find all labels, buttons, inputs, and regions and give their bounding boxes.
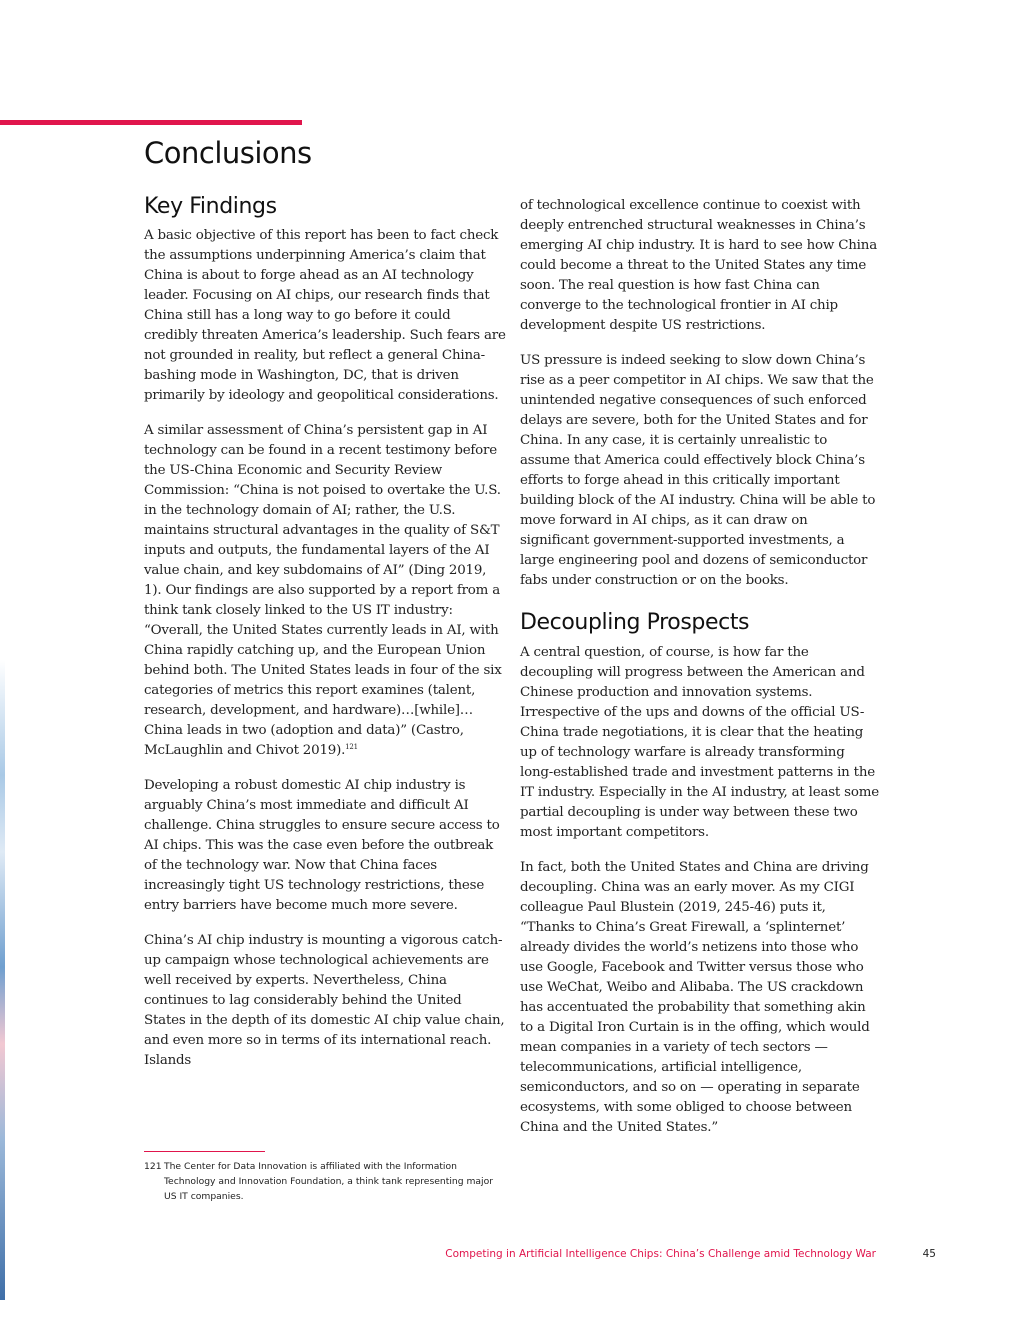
accent-rule xyxy=(0,120,302,125)
body-paragraph xyxy=(144,421,506,761)
key-findings-heading: Key Findings xyxy=(144,194,277,219)
body-paragraph: In fact, both the United States and China are driving decoupling. China was an early mover. As my CIGI colleague Paul Blustein (2019, 245-46) puts it, “Thanks to China’s Great Firewall, a ‘splinternet’ already divides the world’s netizens into those who use Google, Facebook and Twitter versus those who use WeChat, Weibo and Alibaba. The US crackdown has accentuated the probability that something akin to a Digital Iron Curtain is in the offing, which would mean companies in a variety of tech sectors — telecommunications, artificial intelligence, semiconductors, and so on — operating in separate ecosystems, with some obliged to choose between China and the United States.” xyxy=(520,860,870,1135)
running-footer-title: Competing in Artificial Intelligence Chips: China’s Challenge amid Technology War xyxy=(445,1248,876,1260)
body-paragraph: A basic objective of this report has been to fact check the assumptions underpinning America’s claim that China is about to forge ahead as an AI technology leader. Focusing on AI chips, our research finds that China still has a long way to go before it could credibly threaten America’s leadership. Such fears are not grounded in reality, but reflect a general China-bashing mode in Washington, DC, that is driven primarily by ideology and geopolitical considerations. xyxy=(144,228,506,403)
footnote-divider xyxy=(144,1151,265,1152)
footnote xyxy=(144,1159,500,1204)
body-paragraph: China’s AI chip industry is mounting a vigorous catch-up campaign whose technological achievements are well received by experts. Nevertheless, China continues to lag considerably behind the United States in the depth of its domestic AI chip value chain, and even more so in terms of its international reach. Islands xyxy=(144,933,505,1068)
right-column xyxy=(520,196,880,1153)
body-paragraph: Developing a robust domestic AI chip industry is arguably China’s most immediate and difficult AI challenge. China struggles to ensure secure access to AI chips. This was the case even before the outbreak of the technology war. Now that China faces increasingly tight US technology restrictions, these entry barriers have become much more severe. xyxy=(144,778,500,913)
decoupling-prospects-heading: Decoupling Prospects xyxy=(520,610,750,635)
left-column xyxy=(144,193,506,1086)
edge-photo-strip xyxy=(0,660,5,1300)
body-paragraph: US pressure is indeed seeking to slow down China’s rise as a peer competitor in AI chips. We saw that the unintended negative consequences of such enforced delays are severe, both for the United States and for China. In any case, it is certainly unrealistic to assume that America could effectively block China’s efforts to forge ahead in this critically important building block of the AI industry. China will be able to move forward in AI chips, as it can draw on significant government-supported investments, a large engineering pool and dozens of semiconductor fabs under construction or on the books. xyxy=(520,353,876,588)
section-title: Conclusions xyxy=(144,136,312,170)
body-paragraph: A central question, of course, is how far the decoupling will progress between the American and Chinese production and innovation systems. Irrespective of the ups and downs of the official US-China trade negotiations, it is clear that the heating up of technology warfare is already transforming long-established trade and investment patterns in the IT industry. Especially in the AI industry, at least some partial decoupling is under way between these two most important competitors. xyxy=(520,645,879,840)
footnote-text: The Center for Data Innovation is affiliated with the Information Technology and Innovation Foundation, a think tank representing major US IT companies. xyxy=(164,1161,493,1202)
body-paragraph: of technological excellence continue to coexist with deeply entrenched structural weaknesses in China’s emerging AI chip industry. It is hard to see how China could become a threat to the United States any time soon. The real question is how fast China can converge to the technological frontier in AI chip development despite US restrictions. xyxy=(520,198,877,333)
footnote-reference: 121 xyxy=(345,743,358,751)
page-number: 45 xyxy=(922,1248,936,1260)
footnote-number: 121 xyxy=(144,1161,162,1172)
paragraph-text: A similar assessment of China’s persistent gap in AI technology can be found in a recent testimony before the US-China Economic and Security Review Commission: “China is not poised to overtake the U.S. in the technology domain of AI; rather, the U.S. maintains structural advantages in the quality of S&T inputs and outputs, the fundamental layers of the AI value chain, and key subdomains of AI” (Ding 2019, 1). Our findings are also supported by a report from a think tank closely linked to the US IT industry: “Overall, the United States currently leads in AI, with China rapidly catching up, and the European Union behind both. The United States leads in four of the six categories of metrics this report examines (talent, research, development, and hardware)…[while]…China leads in two (adoption and data)” (Castro, McLaughlin and Chivot 2019). xyxy=(144,423,502,758)
